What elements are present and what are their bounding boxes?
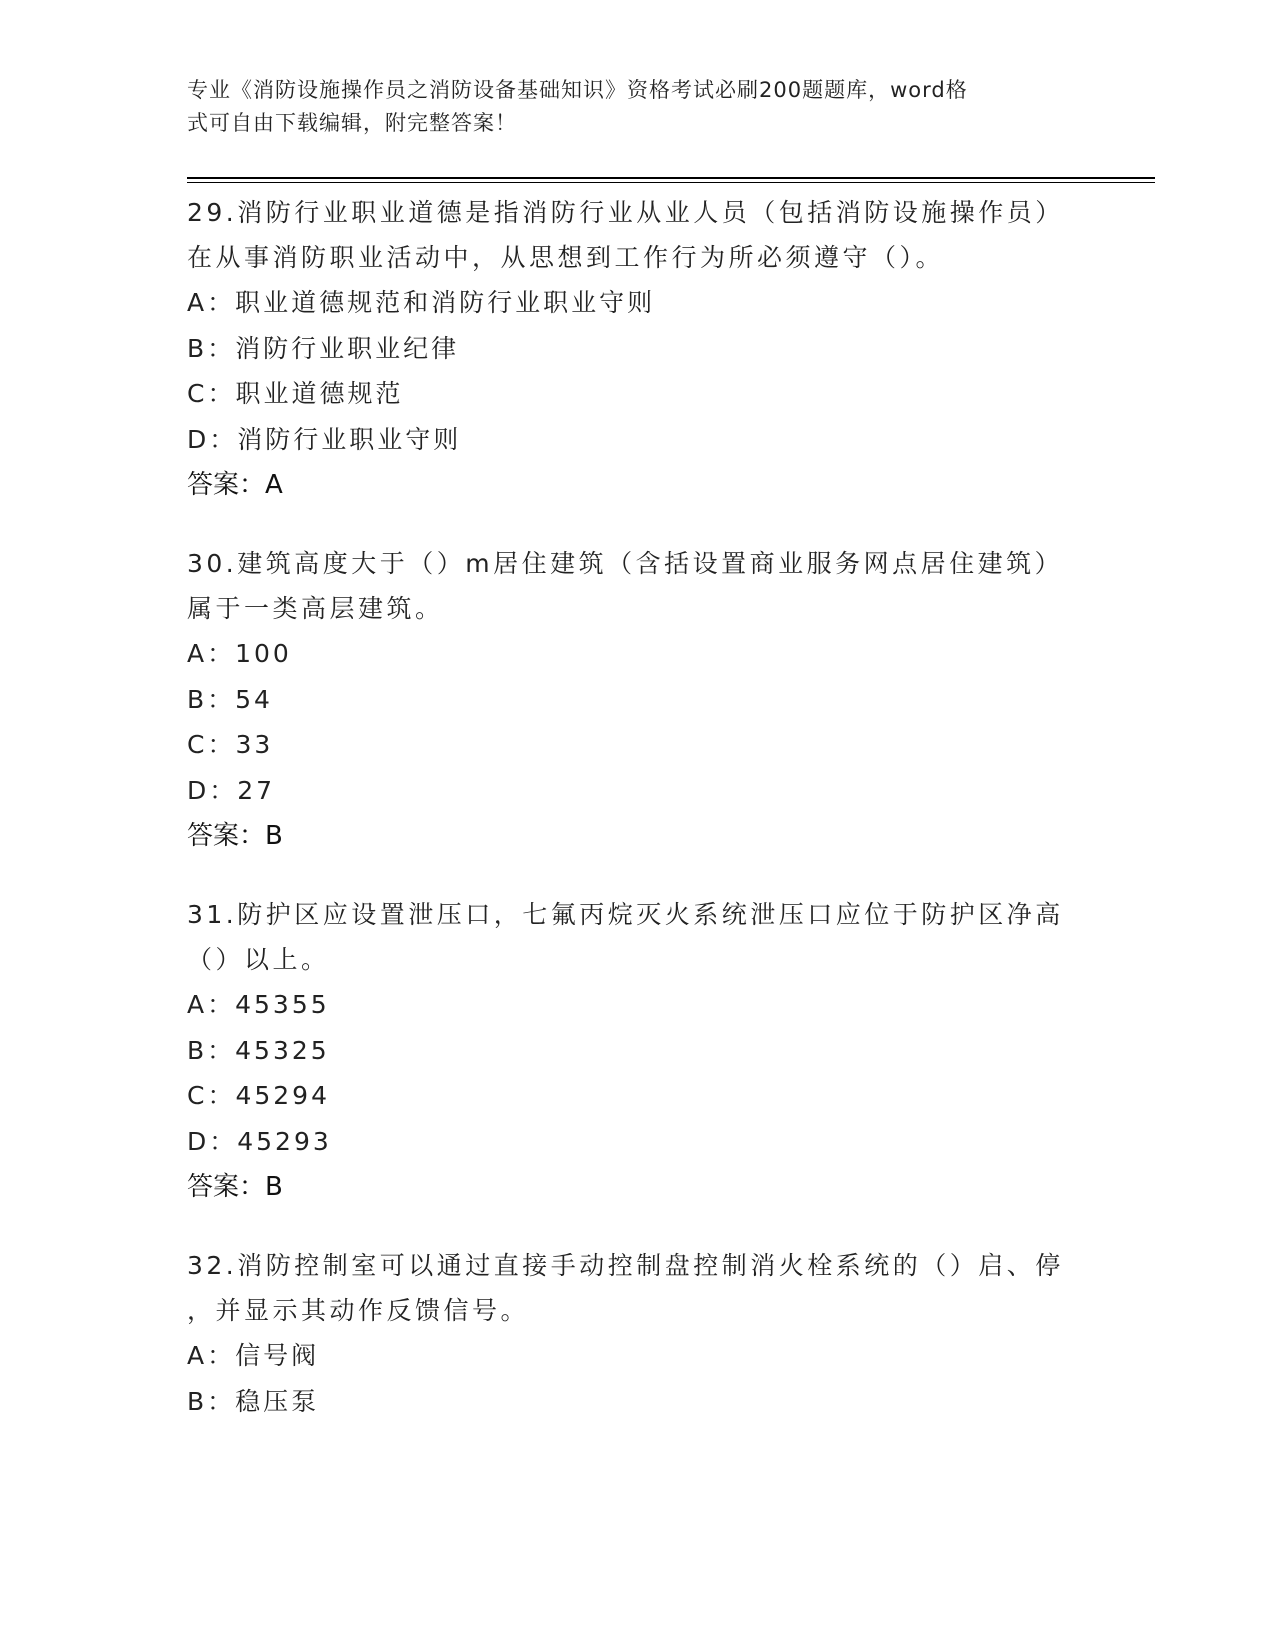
header-line-1: 专业《消防设施操作员之消防设备基础知识》资格考试必刷200题题库，word格 [187,78,968,102]
question-30 [187,541,1087,859]
question-stem-line: 31.防护区应设置泄压口，七氟丙烷灭火系统泄压口应位于防护区净高 [187,900,1064,929]
option-d: D：27 [187,775,276,805]
option-c: C：45294 [187,1081,330,1110]
option-c: C：33 [187,730,274,759]
question-stem-line: （）以上。 [187,945,330,974]
option-d: D：消防行业职业守则 [187,424,462,454]
option-b: B：54 [187,684,273,714]
question-31 [187,892,1087,1210]
option-b: B：消防行业职业纪律 [187,333,460,363]
question-stem-line: ，并显示其动作反馈信号。 [187,1296,530,1325]
question-stem-line: 29.消防行业职业道德是指消防行业从业人员（包括消防设施操作员） [187,198,1064,227]
question-32 [187,1243,1087,1424]
question-list [187,190,1087,1457]
option-a: A：45355 [187,990,330,1019]
header-divider-thick [187,177,1155,179]
option-b: B：45325 [187,1035,330,1065]
question-29 [187,190,1087,508]
option-a: A：信号阀 [187,1341,320,1370]
question-stem-line: 30.建筑高度大于（）m居住建筑（含括设置商业服务网点居住建筑） [187,549,1064,578]
answer-line: 答案：B [187,821,283,851]
question-stem-line: 32.消防控制室可以通过直接手动控制盘控制消火栓系统的（）启、停 [187,1251,1064,1280]
document-header [187,74,1067,140]
option-b: B：稳压泵 [187,1386,320,1416]
header-line-2: 式可自由下载编辑，附完整答案！ [187,111,517,135]
option-a: A：100 [187,639,292,668]
option-a: A：职业道德规范和消防行业职业守则 [187,288,656,317]
option-d: D：45293 [187,1126,332,1156]
answer-line: 答案：B [187,1172,283,1202]
question-stem-line: 在从事消防职业活动中，从思想到工作行为所必须遵守（）。 [187,243,945,272]
question-stem-line: 属于一类高层建筑。 [187,594,444,623]
option-c: C：职业道德规范 [187,379,404,408]
header-divider-thin [187,182,1155,183]
answer-line: 答案：A [187,470,283,500]
